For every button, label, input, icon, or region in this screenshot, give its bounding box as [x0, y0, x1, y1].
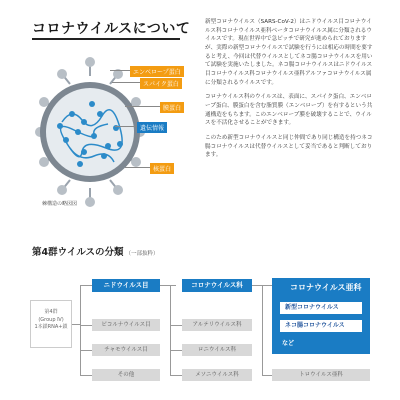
description-paragraph: このため新型コロナウイルスと同じ仲間であり同じ構造を持つネコ腸コロナウイルスは代替ウイルスとして妥当であると判断しております。: [205, 134, 373, 159]
classification-title: [32, 244, 159, 258]
member-sars-cov-2: 新型コロナウイルス: [280, 302, 362, 314]
envelope-protein-label: エンベロープ蛋白: [130, 66, 184, 77]
group-label: 第4群: [44, 309, 58, 315]
connector: [170, 350, 182, 351]
family-sibling: メソニウイルス科: [182, 369, 252, 381]
connector: [262, 375, 272, 376]
group-label: (Group Ⅳ): [38, 316, 64, 323]
connector: [170, 285, 171, 375]
family-sibling: ロニウイルス科: [182, 344, 252, 356]
connector: [80, 285, 92, 286]
illustration-caption: 棘構造の略図図: [42, 201, 78, 207]
subfamily-torovirinae: トロウイルス亜科: [272, 369, 370, 381]
group-box: [30, 300, 72, 348]
description: [205, 18, 375, 166]
connector: [80, 375, 92, 376]
order-sibling: チャモウイルス目: [92, 344, 160, 356]
family-coronaviridae: コロナウイルス科: [182, 279, 252, 292]
membrane-leader: [125, 106, 160, 107]
page-title: コロナウイルスについて: [32, 21, 191, 37]
group-label: 1本鎖RNA+鎖: [34, 324, 68, 330]
connector: [80, 285, 81, 375]
title-underline: [32, 38, 180, 40]
members-etc: など: [282, 340, 295, 347]
classification-note: （一部抜粋）: [125, 251, 159, 257]
connector: [170, 325, 182, 326]
genome-leader: [115, 126, 137, 127]
connector: [80, 325, 92, 326]
subfamily-coronavirinae: コロナウイルス亜科: [272, 280, 370, 296]
connector: [160, 285, 176, 286]
connector: [72, 324, 80, 325]
spike-protein-label: スパイク蛋白: [140, 78, 182, 89]
capsid-leader: [125, 167, 150, 168]
description-paragraph: 新型コロナウイルス（SARS-CoV-2）はニドウイルス目コロナウイルス科コロナウイルス亜科ベータコロナウイルス属に分類されるウイルスです。現在世界中で急ピッチで研究が進められておりますが、実際の新型コロナウイルスで試験を行うには相応の時間を要すると考え、今回は代替ウイルスとしてネコ腸コロナウイルスを用いて試験を実施いたしました。ネコ腸コロナウイルスはニドウイルス目コロナウイルス科コロナウイルス亜科アルファコロナウイルス属に分類されるウイルスです。: [205, 19, 373, 86]
order-sibling: ピコルナウイルス目: [92, 319, 160, 331]
order-sibling: その他: [92, 369, 160, 381]
connector: [170, 375, 182, 376]
description-paragraph: コロナウイルス科のウイルスは、表面に、スパイク蛋白、エンベロープ蛋白、膜蛋白を含む脂質膜（エンベロープ）を有するという共通構造をもちます。このエンベロープ膜を破壊することで、ウイルスを不活化させることができます。: [205, 94, 373, 127]
connector: [80, 350, 92, 351]
genome-label: 遺伝情報: [137, 122, 167, 133]
classification-title-text: 第4群ウイルスの分類: [32, 247, 124, 258]
spike-leader: [112, 82, 140, 83]
capsid-label: 核蛋白: [150, 163, 174, 174]
membrane-protein-label: 膜蛋白: [160, 102, 184, 113]
member-feline-coronavirus: ネコ腸コロナウイルス: [280, 320, 362, 332]
envelope-leader: [110, 70, 130, 71]
connector: [262, 285, 263, 375]
family-sibling: アルテリウイルス科: [182, 319, 252, 331]
order-nidovirales: ニドウイルス目: [92, 279, 160, 292]
